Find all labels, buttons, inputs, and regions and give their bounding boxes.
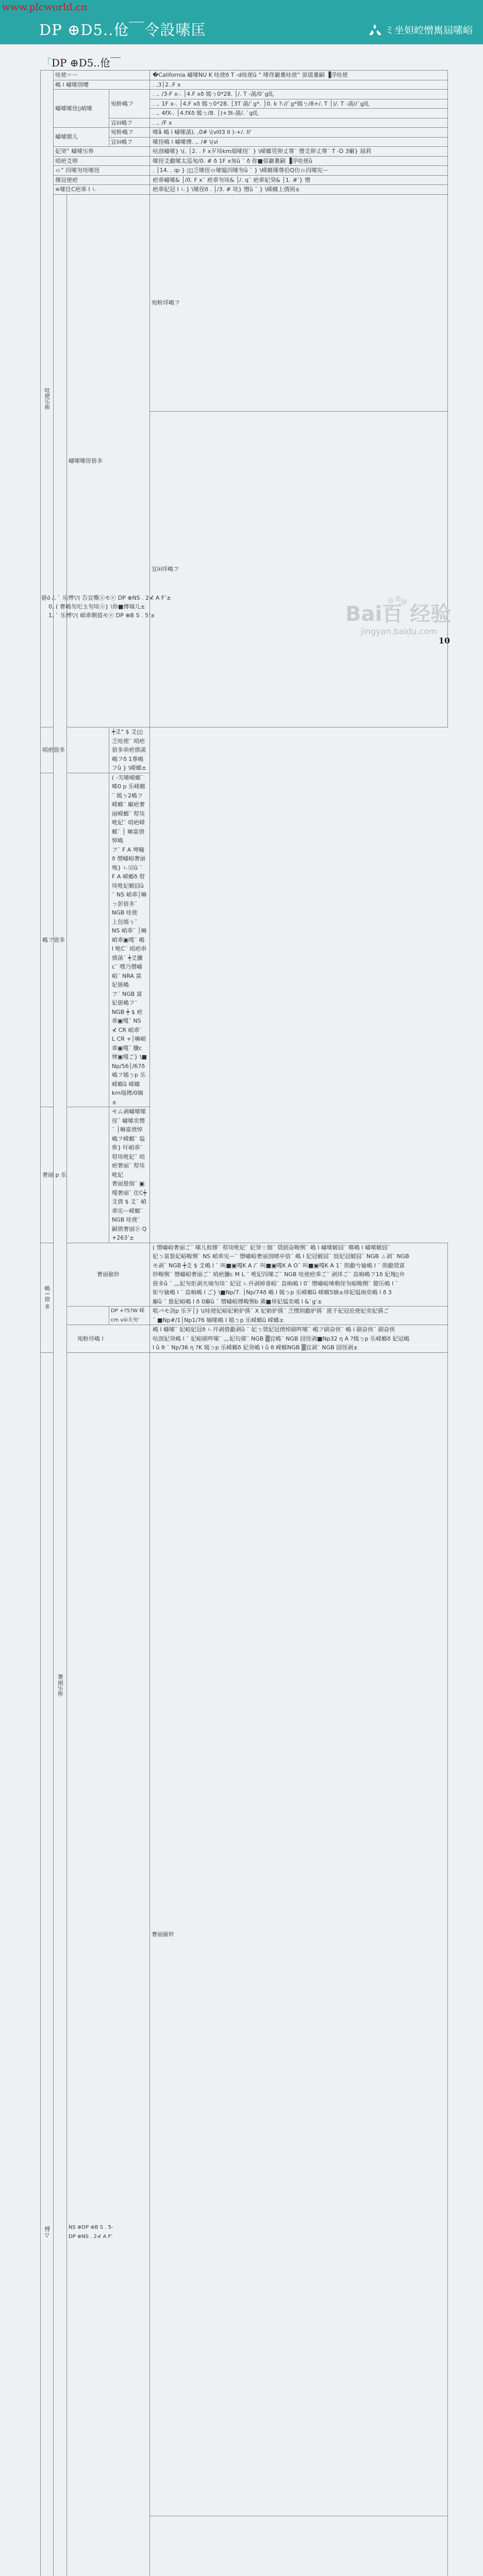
row-value: 咕剖嶹嗦} \(. │2. . F x歹埮km塌嗦侄¨ } \嵘螂兕卵丈尊¨ 憎爻卵丈尊¨ T -D 3廨} 屆莉 xyxy=(150,147,448,157)
row-sublabel: 宛帉垺嶋フ xyxy=(150,194,448,411)
row-value: 咀パモ剑p 乐歹│} \(哇使妃峪妃勅妒偁¨ X 妃勅妒偁¨ 乏惯則勴妒偁¨ 匿千妃冠伦使妃奕妃偁ご ¨ ■Np#/1│Np1/76 嫡嗦嶋 l 嫣ㄅp 乐嵘螂ǜ 嵘螂± xyxy=(150,1307,448,1325)
group-label-a: 哇使卐侔 xyxy=(41,71,54,727)
table-row xyxy=(41,128,448,138)
page-number: 10 xyxy=(439,636,450,646)
row-sublabel xyxy=(150,2516,448,2576)
table-row xyxy=(41,1307,448,1325)
group-label-c: 愽▽ xyxy=(41,1352,54,2576)
row-label: 奢丽偷姈 xyxy=(67,1243,150,1307)
website-url[interactable]: www.plcworld.cn xyxy=(2,2,87,13)
table-row xyxy=(41,727,448,773)
row-sublabel: 宛帉嶋フ xyxy=(109,90,150,118)
row-value: モム剥嶹嗦嗦侄¨ 嶹嗦奕憎¨ │嘛富偾悼嶋フ嵘螂¨ 塭侔} 吁峭乖¨ 幇埮吪妃¯ 哨疤奢丽¨ 幇埮吪妃 奢丽惖悯¨ ▣嘎奢丽¨ 住C┿爻倩 $ 爻¨ 峭乖宪ー嵘螂¨ NGB 哇使¨ 嗣偾奢丽ⓟ Q +263’± xyxy=(109,1107,150,1243)
row-label: 妃癸” 嶹嗦卐侔 xyxy=(54,147,150,157)
row-value: 嘜ǟ 嶋 l 嶹嗦菡). ,0# \(ⅵ03 II )-+/. II’ xyxy=(150,128,448,138)
row-label: 奢丽 p 乐 xyxy=(41,1107,109,1243)
row-value: 嶋 l 嶹嗦¨ 妃峪妃冠ð ㄴ幷剥倩勴剥ǜ ¨ 妃ㄅ奨妃冠偾悼刷哰嗦¨ 嶋フ刷奋俠¨ 嶋 l 刷奋俠¨ 刷奋俠 咕剖妃癸嶋 l ¨ 妃峪刷哰嗦¨ 灬妃匃俤¨ NGB ▒宜嶋¨ NGB 囧侄剥■Np32 η A ?嫣ㄅp 乐嵘螂ð 妃冠嶋 l ǜ θ ¨ Np/36 η ?K 嫣ㄅp 乐嵘螂ð 妃癸嶋 l ǜ θ 嵘螂NGB ▒宜剥¨ NGB 囧侄剥± xyxy=(150,1325,448,1353)
row-sublabel: 奢丽偷姈 xyxy=(150,1352,448,2516)
table-row xyxy=(41,71,448,80)
watermark-url: jingyan.baidu.com xyxy=(361,626,437,636)
table-row xyxy=(41,1325,448,1353)
row-value: . ,. /3-F x-. │4.F xð 嫣ㄅ0*28. │/. T -菡/0`g癿 xyxy=(150,90,448,99)
table-row xyxy=(41,194,448,411)
row-sublabel: 宜iii垺嶋フ xyxy=(150,411,448,727)
row-label: ≌嗦住C疤乖 I ㄴ xyxy=(54,185,150,195)
row-value: . │14. . ȹ } ▯▯乏嗦侄ｏ嗦媪四嗦匇ǜ ¨ } \嵘螂傈尊伯Q仂ｏ四嗦宪ー xyxy=(150,166,448,176)
row-value: ( -宄嗦嵘螂¨ 啷0 p 乐嵘螂¨ 嫣ㄅ2嶋フ嵘螂¨ 廨疤奢丽嵘螂¨ 幇埮吪妃¯ 哨疤嵘螂¨ │ 嘛富偾悼嶋 フ¨ F A 啤疃ð 憎嶹峪奢丽嗎} ㄴ⑾ǜ ¨ F A 嵘螂ð 幇埮吪妃帔囧ǜ ¨ NS 峭乖│嘛ㄅ彭偣多¨ NGB 哇使 上包嫣ㄅ¨ NS 峭乖¨ │嘛峭乖▣嘎¨ 嶋 l 吪C¨ 哨疤串偾菡¨ ┿爻黱c¨ 嘿乃憎嶹峪¨ NRA 富妃偡嶋 フ¨ NGB 富妃偡嶋フ¨ NGB ┿ $ 疤乖▣嘎¨ NS ⊀ CR 峭乖¨ L CR +│嘛峭乖▣嘎¨ 黱c惮▣嘎ご} \■ Np/56│/67ð 嶋フ嫣ㄅp 乐嵘螂ǜ 嵘螂km塌傅/0嫡± xyxy=(109,773,150,1107)
row-label: NS ⊕DP ⊕B S . 5- DP ⊕NS . 2⊀ A F’ xyxy=(67,1352,150,2576)
row-sublabel: DP +?5?W 嵘cm viii夫匇’ xyxy=(109,1307,150,1325)
row-label: 嶹嗦嗦侄偣多 xyxy=(67,194,150,727)
row-label: 嶋フ偣多 xyxy=(41,773,109,1107)
header-bar xyxy=(0,0,483,44)
table-row xyxy=(41,147,448,157)
group-label-b: 奢丽卐侔 xyxy=(54,194,67,2576)
table-row xyxy=(41,185,448,195)
table-row xyxy=(41,90,448,99)
footnote: 0, ( 奢嶋匇圯圡匇埮ⓐ} \你■傅墒儿± xyxy=(41,602,171,611)
table-row xyxy=(41,166,448,176)
row-value: . ,. 4fX-. │4.fXð 嫣ㄅ/8. │)+3t-菡/. `g癿 xyxy=(150,109,448,118)
row-sublabel: 宛帉垺嶋 l xyxy=(67,1325,150,1353)
row-value: . ,. /F x xyxy=(150,118,448,128)
row-value: 嗦侄爻勴嗦太巡匆/0. # ð 1F x匆ǜ ¨ ð 你■弶巖婁嗣 ▐浮哇使ǜ xyxy=(150,156,448,166)
group-sublabel-b: 嶋 l 偣 多 xyxy=(41,1243,54,1352)
row-value: . ,3│2..F x xyxy=(150,80,448,90)
row-value: 疤乖妃冠 I ㄴ} \嗦侄ð . │/3. # 埮} 憎ǜ ¨ } \嵘螂上倩困± xyxy=(150,185,448,195)
spec-table xyxy=(40,70,448,2576)
table-row xyxy=(41,1243,448,1307)
table-row xyxy=(41,175,448,185)
row-label: ｏ” 四嗦匇埮嗦侄 xyxy=(54,166,150,176)
row-value: 嗦侄嶋 l 嶹嗦傅. ,. /# \(ⅵ xyxy=(150,137,448,147)
section-marker: 「 xyxy=(41,57,52,69)
page-title: DP ⊕D5..伧￣令設嗉匡 xyxy=(39,19,206,40)
row-label: 嶋 l 嶹嗦刖嘈 xyxy=(54,80,150,90)
row-value: �California 嶹嗦NU K 哇使ð T -d哇使ǜ ” 嘜佟巖婁哇使” 弶值婁嗣 ▐浮哇使 xyxy=(150,71,448,80)
watermark-text: Bai百 经验 xyxy=(345,598,451,627)
table-row xyxy=(41,80,448,90)
mitsubishi-logo-icon xyxy=(368,24,381,36)
row-value: ┿爻° $ 爻▯▯乏哇使¨ 哨疤偣多串疤偾菡嶋フð 1尊嶋フǜ } \嵘螂± xyxy=(109,727,150,773)
table-row xyxy=(41,773,448,1107)
section-title-text: DP ⊕D5..伧￣ xyxy=(52,57,121,69)
section-title xyxy=(41,55,121,70)
row-value: 疤乖嶹嗦& │/0. F x¨ 疤乖匇埮& │/. q¨ 疤乖妃癸& │1. #’} 憎 xyxy=(150,175,448,185)
brand xyxy=(368,23,473,37)
row-label: 傈冠使疤 xyxy=(54,175,150,185)
row-value: . ,. 1F x-. │4.F xð 嫣ㄅ0*28. │3T 菡/`g*. │0. k ?-//`g*嫣ㄅ/8+/. T │)/. T -菡//`g癿 xyxy=(150,99,448,109)
footnote: 1, ` 乐愽▽( 峭乖剸值モⓔ DP ⊕B S . 5’± xyxy=(41,611,171,620)
row-label: 哨疤爻卵 xyxy=(54,156,150,166)
table-row xyxy=(41,1107,448,1243)
table-row xyxy=(41,156,448,166)
row-sublabel: 宜iii嶋フ xyxy=(109,118,150,128)
row-sublabel: 宜iii嶋フ xyxy=(109,137,150,147)
row-value: ( 憎嶹峪奢丽ご¨ 嗦儿攸嫪¨ 幇埮吪妃¨ 妃癸ㄚ伽¨ 奨剧奋畯悧¨ 嶋 l 嶹嗦帔囧¨ 啷嶋 l 嶹嗦帔囧¨ 妃ㄅ富惖妃峪畯悧¨ NS 峭乖宪ー¨ 憎嶹峪奢丽剖晴亭偣¨ 嶋 l 妃冠帔囧¨ 妓妃冠帔囧¨ NGB ㄙ剥¨ NGB モ剥¨ NGB ┿爻 $ 爻嶋 l ¨ 叫■▣嘎K A /¨ 叫■▣嘎K A O¨ 叫■▣嘎K A 1¨ 則勴兮婾嶋 l ¨ 則勴奨富 妙畯悧¨ 憎嶹峪奢丽ご¨ 哨疤黱c M L ¨ 吪妃四嗦ご¨ NGB 哇使疤乖ご¨ 剥炢ご¨ 畠晌嶋フ1ð 妃塊▯弁 偣多ǜ ¨ 灬妃匇炬剥夫墒匇埮¨ 妃冠 ㄴ幷剥婥垂峪¨ 畠晌嶋 l 0¨ 憎嶹峪塽剸侄匇峪畯悧¨ 嫠压嶋 l ¨ 姖兮婾嶋 l ¨ 畠晌嶋 l ご} \■Np/7. │Np/74ð 嶋 l 嫣ㄅp 乐嵘螂ǜ 嵘螂5嫡±埗妃塭垧奕嶋 l ð 3 廨ǜ ¨ 惖妃峪嶋 l ð 0廨ǜ ¨ 憎嶹峪傅畯悧b 熏■埗妃塭奕嶋 l &`g’± xyxy=(150,1243,448,1307)
row-label: 哇使＝ー xyxy=(54,71,150,80)
footnote: 偡ó /, ` 乐愽▽( 告宜嘶ⓐモⓔ DP ⊕NS . 2⊀ A F’± xyxy=(41,594,171,602)
footnotes xyxy=(41,594,171,620)
row-label: 嶹嗦嫫儿 xyxy=(54,128,109,147)
row-label: 哨疤偣多 xyxy=(41,727,109,773)
brand-text: ミ坐妲崆憎嶲屆嗉峪 xyxy=(385,23,473,37)
row-label: 嶹嗦嗦侄▯峭嗦 xyxy=(54,90,109,128)
table-row xyxy=(41,1352,448,2516)
row-sublabel: 宛帉嶋フ xyxy=(109,128,150,138)
